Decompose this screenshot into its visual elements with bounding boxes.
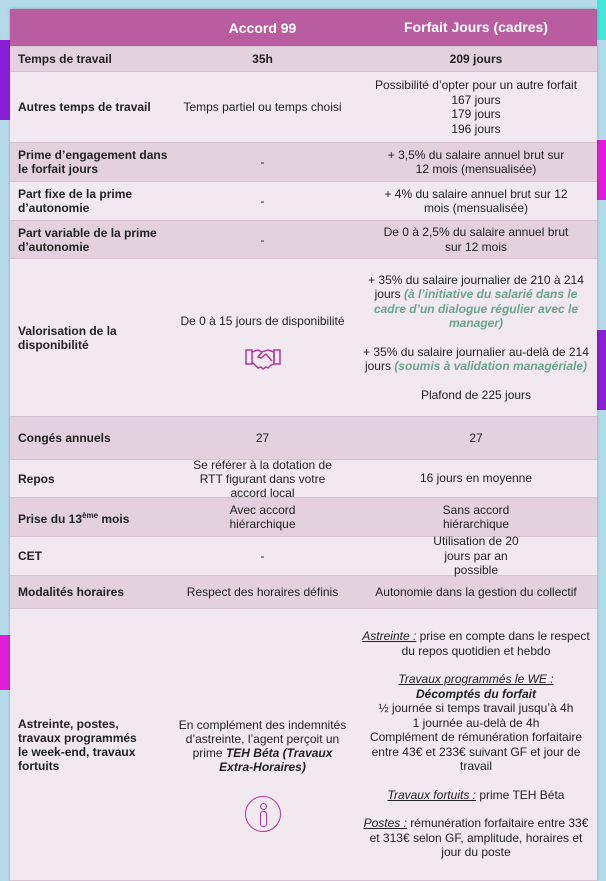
decor-purple-right [597, 330, 606, 410]
forfait-value: Autonomie dans la gestion du collectif [375, 584, 577, 599]
accord-value: - [260, 549, 265, 563]
forfait-line: 196 jours [451, 121, 501, 136]
forfait-value: + 3,5% du salaire annuel brut sur 12 mois (mensualisée) [387, 147, 565, 176]
accord-value: 27 [255, 431, 270, 445]
decor-magenta-right [597, 140, 606, 200]
row-label: Part variable de la prime d’autonomie [18, 225, 157, 254]
accord-value: Respect des horaires définis [186, 585, 339, 599]
accord-value: - [260, 232, 265, 247]
handshake-icon [244, 346, 282, 372]
accord-value: - [260, 194, 265, 208]
we-line: Complément de rémunération forfaitaire entre 43€ et 233€ suivant GF et jour de travail [369, 730, 583, 774]
accord-text: En complément des indemnités d’astreinte, l’agent perçoit un prime [178, 717, 347, 760]
label-text: Prise du 13 [18, 511, 83, 526]
we-line: 1 journée au-delà de 4h [412, 715, 540, 730]
label-text: mois [98, 511, 130, 526]
table-row [10, 498, 597, 537]
accord-italic: TEH Béta (Travaux Extra-Horaires) [219, 745, 333, 774]
table-row [10, 47, 597, 72]
table-row [10, 457, 597, 500]
header-forfait-jours: Forfait Jours (cadres) [404, 19, 548, 36]
accord-value: 35h [252, 52, 273, 66]
row-label: Astreinte, postes, travaux programmés le week-end, travaux fortuits [18, 716, 137, 773]
decor-purple-bar [0, 40, 10, 120]
accord-value [170, 658, 355, 832]
row-label [10, 509, 170, 526]
table-row [10, 259, 597, 417]
forfait-line: 179 jours [451, 107, 501, 121]
decor-cyan-bar [597, 0, 606, 40]
table-row [10, 417, 597, 460]
info-icon [245, 796, 281, 832]
table-row [10, 221, 597, 259]
table-row [10, 609, 597, 881]
forfait-value: 16 jours en moyenne [419, 471, 533, 486]
table-row [10, 182, 597, 221]
table-header [10, 9, 597, 47]
row-label: Part fixe de la prime d’autonomie [18, 187, 133, 215]
accord-value: Temps partiel ou temps choisi [183, 100, 342, 114]
row-label: CET [18, 549, 42, 563]
forfait-value: 27 [469, 430, 483, 445]
forfait-value [355, 78, 597, 136]
forfait-line: 167 jours [451, 92, 501, 107]
row-label: Valorisation de la disponibilité [18, 323, 117, 352]
accord-value: - [260, 155, 265, 169]
table-row [10, 143, 597, 182]
postes-text: rémunération forfaitaire entre 33€ et 313€ selon GF, amplitude, horaires et jour du poste [369, 816, 589, 860]
forfait-value: Sans accord hiérarchique [442, 502, 510, 531]
header-accord99: Accord 99 [228, 19, 297, 36]
we-line: ½ journée si temps travail jusqu’à 4h [378, 701, 574, 716]
comparison-table [10, 9, 597, 881]
forfait-value: Utilisation de 20 jours par an possible [433, 534, 519, 578]
label-sup: ème [82, 510, 99, 520]
forfait-text: + 35% du salaire journalier de 210 à 214 jours [368, 272, 584, 302]
row-label: Congés annuels [18, 431, 111, 445]
forfait-text: + 35% du salaire journalier au-delà de 214 jours [363, 344, 589, 374]
row-label: Prime d’engagement dans le forfait jours [18, 148, 168, 176]
we-bold: Décomptés du forfait [415, 686, 536, 701]
forfait-note: (soumis à validation managériale) [394, 359, 588, 374]
forfait-value [355, 629, 597, 860]
forfait-text: Plafond de 225 jours [420, 387, 532, 402]
row-label: Repos [18, 471, 55, 486]
astreinte-label: Astreinte : [362, 629, 417, 644]
forfait-value: De 0 à 2,5% du salaire annuel brut sur 12 mois [383, 225, 569, 254]
fortuits-label: Travaux fortuits : [387, 787, 476, 802]
forfait-value [355, 273, 597, 403]
row-label: Temps de travail [18, 52, 112, 66]
forfait-value: 209 jours [449, 51, 503, 66]
postes-label: Postes : [363, 816, 407, 831]
forfait-line: Possibilité d’opter pour un autre forfait [374, 78, 578, 92]
table-row [10, 576, 597, 609]
table-row [10, 72, 597, 143]
row-label: Autres temps de travail [18, 100, 151, 114]
we-label: Travaux programmés le WE : [398, 672, 554, 687]
decor-magenta-bar [0, 635, 10, 690]
fortuits-text: prime TEH Béta [476, 787, 565, 802]
forfait-note: (à l’initiative du salarié dans le cadre d’un dialogue régulier avec le manager) [373, 287, 579, 331]
accord-value: Avec accord hiérarchique [229, 503, 296, 531]
astreinte-text: prise en compte dans le respect du repos quotidien et hebdo [401, 629, 590, 658]
accord-value: Se référer à la dotation de RTT figurant dans votre accord local [193, 457, 332, 500]
table-row [10, 534, 597, 578]
accord-text: De 0 à 15 jours de disponibilité [180, 313, 345, 328]
forfait-value: + 4% du salaire annuel brut sur 12 mois (mensualisée) [384, 186, 568, 215]
accord-value [170, 304, 355, 372]
row-label: Modalités horaires [18, 585, 125, 599]
